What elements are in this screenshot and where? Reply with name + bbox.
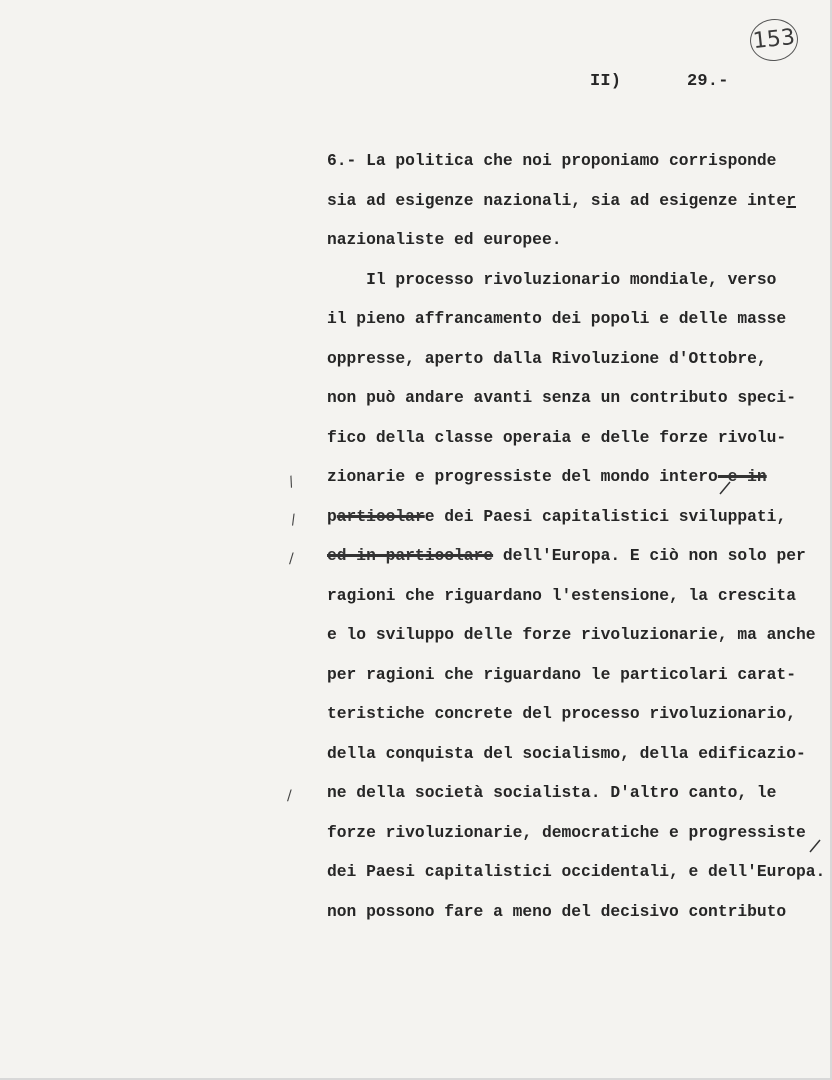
struck-text: articolar <box>336 507 425 526</box>
text-line-13: e lo sviluppo delle forze rivoluzionarie, ma anche <box>327 625 816 644</box>
struck-text: e in <box>717 467 767 486</box>
struck-text: ed in particolare <box>327 546 494 565</box>
text-line-1: 6.- La politica che noi proponiamo corrisponde <box>327 151 777 170</box>
text-line-11 <box>327 546 806 566</box>
text-line-3: nazionaliste ed europee. <box>327 230 562 249</box>
text-line-12: ragioni che riguardano l'estensione, la crescita <box>327 586 796 605</box>
section-label: II) <box>590 72 622 91</box>
margin-mark: / <box>289 511 298 529</box>
text-line-15: teristiche concrete del processo rivoluzionario, <box>327 704 796 723</box>
text-line-11-main: dell'Europa. E ciò non solo per <box>493 546 806 565</box>
margin-mark: / <box>286 473 297 491</box>
margin-mark: / <box>289 551 294 567</box>
text-line-9-main: zionarie e progressiste del mondo intero <box>327 467 718 486</box>
text-line-19: dei Paesi capitalistici occidentali, e dell'Europa. <box>327 862 826 881</box>
text-line-20: non possono fare a meno del decisivo contributo <box>327 902 787 921</box>
text-line-18: forze rivoluzionarie, democratiche e progressiste <box>327 823 806 842</box>
text-line-2-underlined: r <box>786 191 796 210</box>
text-line-2-main: sia ad esigenze nazionali, sia ad esigenze inte <box>327 191 787 210</box>
text-line-5: il pieno affrancamento dei popoli e delle masse <box>327 309 787 328</box>
text-line-10 <box>327 507 786 527</box>
text-line-2 <box>327 191 796 211</box>
text-line-9 <box>327 467 767 487</box>
text-line-4: Il processo rivoluzionario mondiale, verso <box>327 270 777 289</box>
text-line-17: ne della società socialista. D'altro canto, le <box>327 783 777 802</box>
correction-slash <box>808 838 822 854</box>
margin-mark: / <box>287 788 292 804</box>
text-line-10-main: e dei Paesi capitalistici sviluppati, <box>424 507 787 526</box>
archive-stamp-number: 153 <box>748 17 800 64</box>
text-line-16: della conquista del socialismo, della edificazio- <box>327 744 806 763</box>
text-line-10-start: p <box>327 507 337 526</box>
correction-slash <box>718 480 732 496</box>
text-line-6: oppresse, aperto dalla Rivoluzione d'Ottobre, <box>327 349 767 368</box>
text-line-14: per ragioni che riguardano le particolari carat- <box>327 665 796 684</box>
text-line-8: fico della classe operaia e delle forze rivolu- <box>327 428 787 447</box>
page-number: 29.- <box>687 72 729 91</box>
text-line-7: non può andare avanti senza un contributo speci- <box>327 388 796 407</box>
